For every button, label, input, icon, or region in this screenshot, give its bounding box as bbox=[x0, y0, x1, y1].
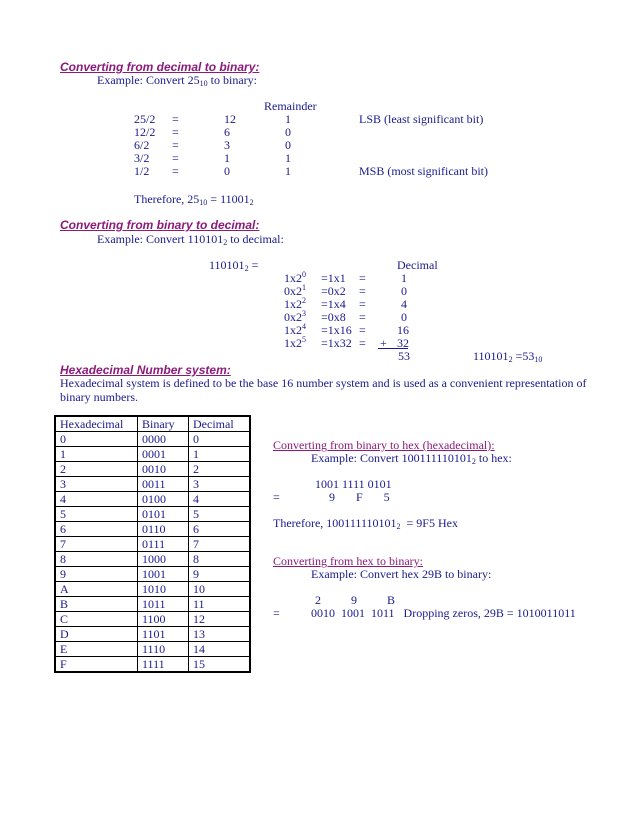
power-product: =1x1 bbox=[321, 271, 346, 285]
quotient: 0 bbox=[224, 164, 230, 178]
division-eq: = bbox=[172, 112, 179, 126]
hex-to-bin-eq: = bbox=[273, 606, 280, 620]
table-cell: 2 bbox=[189, 462, 251, 477]
bin-to-hex-example: Example: Convert $100111110101_2$ to hex: bbox=[311, 451, 512, 466]
table-row bbox=[55, 462, 250, 477]
table-cell: 3 bbox=[189, 477, 251, 492]
table-cell: C bbox=[55, 612, 138, 627]
table-row bbox=[55, 627, 250, 642]
table-row bbox=[55, 642, 250, 657]
power-value: 16 bbox=[397, 323, 409, 337]
table-cell: 3 bbox=[55, 477, 138, 492]
hex-to-bin-example: Example: Convert hex 29B to binary: bbox=[311, 567, 492, 581]
power-term: $1x2^0$ bbox=[284, 270, 306, 285]
table-cell: 1 bbox=[189, 447, 251, 462]
table-row bbox=[55, 612, 250, 627]
table-row bbox=[55, 597, 250, 612]
therefore-decimal-binary: Therefore, $25_{10} = 11001_2$ bbox=[134, 192, 254, 207]
quotient: 6 bbox=[224, 125, 230, 139]
power-term: $1x2^4$ bbox=[284, 322, 306, 337]
table-cell: 13 bbox=[189, 627, 251, 642]
table-cell: 0111 bbox=[138, 537, 189, 552]
power-term: $1x2^2$ bbox=[284, 296, 306, 311]
table-cell: 1101 bbox=[138, 627, 189, 642]
table-cell: 11 bbox=[189, 597, 251, 612]
table-row bbox=[55, 567, 250, 582]
table-cell: 5 bbox=[55, 507, 138, 522]
bit-note: LSB (least significant bit) bbox=[359, 112, 484, 126]
table-cell: 1 bbox=[55, 447, 138, 462]
table-cell: 1110 bbox=[138, 642, 189, 657]
power-eq: = bbox=[359, 271, 366, 285]
table-cell: 6 bbox=[55, 522, 138, 537]
division-expr: 1/2 bbox=[134, 164, 150, 178]
power-product: =0x2 bbox=[321, 284, 346, 298]
table-header-cell: Hexadecimal bbox=[55, 416, 138, 432]
table-header-row bbox=[55, 416, 250, 432]
binary-lhs: $110101_2$ = bbox=[209, 258, 259, 273]
hex-description-line2: binary numbers. bbox=[60, 390, 138, 404]
division-eq: = bbox=[172, 125, 179, 139]
table-row bbox=[55, 582, 250, 597]
table-cell: 0011 bbox=[138, 477, 189, 492]
division-eq: = bbox=[172, 151, 179, 165]
bit-note: MSB (most significant bit) bbox=[359, 164, 488, 178]
table-row bbox=[55, 522, 250, 537]
power-value: 4 bbox=[401, 297, 407, 311]
power-eq: = bbox=[359, 310, 366, 324]
bin-to-hex-title: Converting from binary to hex (hexadecimal): bbox=[273, 438, 495, 452]
table-header-cell: Binary bbox=[138, 416, 189, 432]
division-expr: 3/2 bbox=[134, 151, 150, 165]
remainder-header: Remainder bbox=[264, 99, 317, 113]
power-term: $1x2^5$ bbox=[284, 335, 306, 350]
power-value: 1 bbox=[401, 271, 407, 285]
table-cell: 0 bbox=[189, 432, 251, 447]
power-product: =1x16 bbox=[321, 323, 352, 337]
quotient: 12 bbox=[224, 112, 236, 126]
power-term: $0x2^3$ bbox=[284, 309, 306, 324]
table-row bbox=[55, 477, 250, 492]
table-cell: A bbox=[55, 582, 138, 597]
table-cell: 0 bbox=[55, 432, 138, 447]
section-heading-decimal-to-binary: Converting from decimal to binary: bbox=[60, 60, 260, 74]
division-eq: = bbox=[172, 138, 179, 152]
table-cell: 7 bbox=[189, 537, 251, 552]
table-cell: 0010 bbox=[138, 462, 189, 477]
table-cell: 10 bbox=[189, 582, 251, 597]
power-term: $0x2^1$ bbox=[284, 283, 306, 298]
remainder: 1 bbox=[285, 164, 291, 178]
remainder: 1 bbox=[285, 151, 291, 165]
table-header-cell: Decimal bbox=[189, 416, 251, 432]
table-cell: 15 bbox=[189, 657, 251, 673]
section-heading-binary-to-decimal: Converting from binary to decimal: bbox=[60, 218, 260, 232]
quotient: 1 bbox=[224, 151, 230, 165]
table-row bbox=[55, 507, 250, 522]
power-eq: = bbox=[359, 323, 366, 337]
table-cell: 1010 bbox=[138, 582, 189, 597]
power-value: 32 bbox=[397, 336, 409, 350]
table-row bbox=[55, 432, 250, 447]
table-cell: 9 bbox=[55, 567, 138, 582]
sum-total: 53 bbox=[398, 349, 410, 363]
power-eq: = bbox=[359, 297, 366, 311]
division-expr: 12/2 bbox=[134, 125, 156, 139]
table-cell: 1001 bbox=[138, 567, 189, 582]
table-cell: 0100 bbox=[138, 492, 189, 507]
hex-to-bin-groups: 0010 1001 1011 Dropping zeros, 29B = 1010011011 bbox=[311, 606, 576, 620]
division-eq: = bbox=[172, 164, 179, 178]
table-cell: 8 bbox=[189, 552, 251, 567]
section-heading-hexadecimal: Hexadecimal Number system: bbox=[60, 363, 231, 377]
power-value: 0 bbox=[401, 310, 407, 324]
table-cell: 5 bbox=[189, 507, 251, 522]
table-cell: 14 bbox=[189, 642, 251, 657]
table-cell: D bbox=[55, 627, 138, 642]
power-product: =0x8 bbox=[321, 310, 346, 324]
power-product: =1x4 bbox=[321, 297, 346, 311]
example-binary-to-decimal: Example: Convert $110101_2$ to decimal: bbox=[97, 232, 284, 247]
table-cell: 0000 bbox=[138, 432, 189, 447]
example-decimal-to-binary: Example: Convert $25_{10}$ to binary: bbox=[97, 73, 257, 88]
bin-to-hex-eq: = bbox=[273, 490, 280, 504]
table-row bbox=[55, 537, 250, 552]
decimal-header: Decimal bbox=[397, 258, 438, 272]
bin-to-hex-therefore: Therefore, $100111110101_2 = 9F5$ Hex bbox=[273, 516, 458, 531]
table-cell: 8 bbox=[55, 552, 138, 567]
table-cell: 0110 bbox=[138, 522, 189, 537]
table-cell: F bbox=[55, 657, 138, 673]
division-expr: 25/2 bbox=[134, 112, 156, 126]
plus-sign: + bbox=[380, 336, 387, 350]
table-cell: 9 bbox=[189, 567, 251, 582]
table-cell: 6 bbox=[189, 522, 251, 537]
binary-decimal-result: $110101_2 =53_{10}$ bbox=[473, 349, 543, 364]
table-cell: 4 bbox=[55, 492, 138, 507]
power-eq: = bbox=[359, 284, 366, 298]
power-eq: = bbox=[359, 336, 366, 350]
hex-digits: 9 F 5 bbox=[329, 490, 390, 504]
table-cell: 1000 bbox=[138, 552, 189, 567]
hex-to-bin-digits: 2 9 B bbox=[315, 593, 396, 607]
hex-table bbox=[54, 415, 251, 673]
table-cell: 2 bbox=[55, 462, 138, 477]
table-cell: 12 bbox=[189, 612, 251, 627]
division-expr: 6/2 bbox=[134, 138, 150, 152]
table-cell: 1111 bbox=[138, 657, 189, 673]
quotient: 3 bbox=[224, 138, 230, 152]
bin-groups: 1001 1111 0101 bbox=[315, 477, 392, 491]
power-value: 0 bbox=[401, 284, 407, 298]
hex-to-bin-title: Converting from hex to binary: bbox=[273, 554, 423, 568]
remainder: 0 bbox=[285, 125, 291, 139]
table-cell: 0001 bbox=[138, 447, 189, 462]
table-cell: 7 bbox=[55, 537, 138, 552]
table-row bbox=[55, 492, 250, 507]
table-cell: B bbox=[55, 597, 138, 612]
remainder: 0 bbox=[285, 138, 291, 152]
hex-description-line1: Hexadecimal system is defined to be the base 16 number system and is used as a convenient representation of bbox=[60, 376, 587, 390]
table-cell: E bbox=[55, 642, 138, 657]
table-cell: 4 bbox=[189, 492, 251, 507]
table-row bbox=[55, 552, 250, 567]
remainder: 1 bbox=[285, 112, 291, 126]
table-cell: 1011 bbox=[138, 597, 189, 612]
table-row bbox=[55, 657, 250, 673]
table-cell: 0101 bbox=[138, 507, 189, 522]
table-cell: 1100 bbox=[138, 612, 189, 627]
power-product: =1x32 bbox=[321, 336, 352, 350]
table-row bbox=[55, 447, 250, 462]
